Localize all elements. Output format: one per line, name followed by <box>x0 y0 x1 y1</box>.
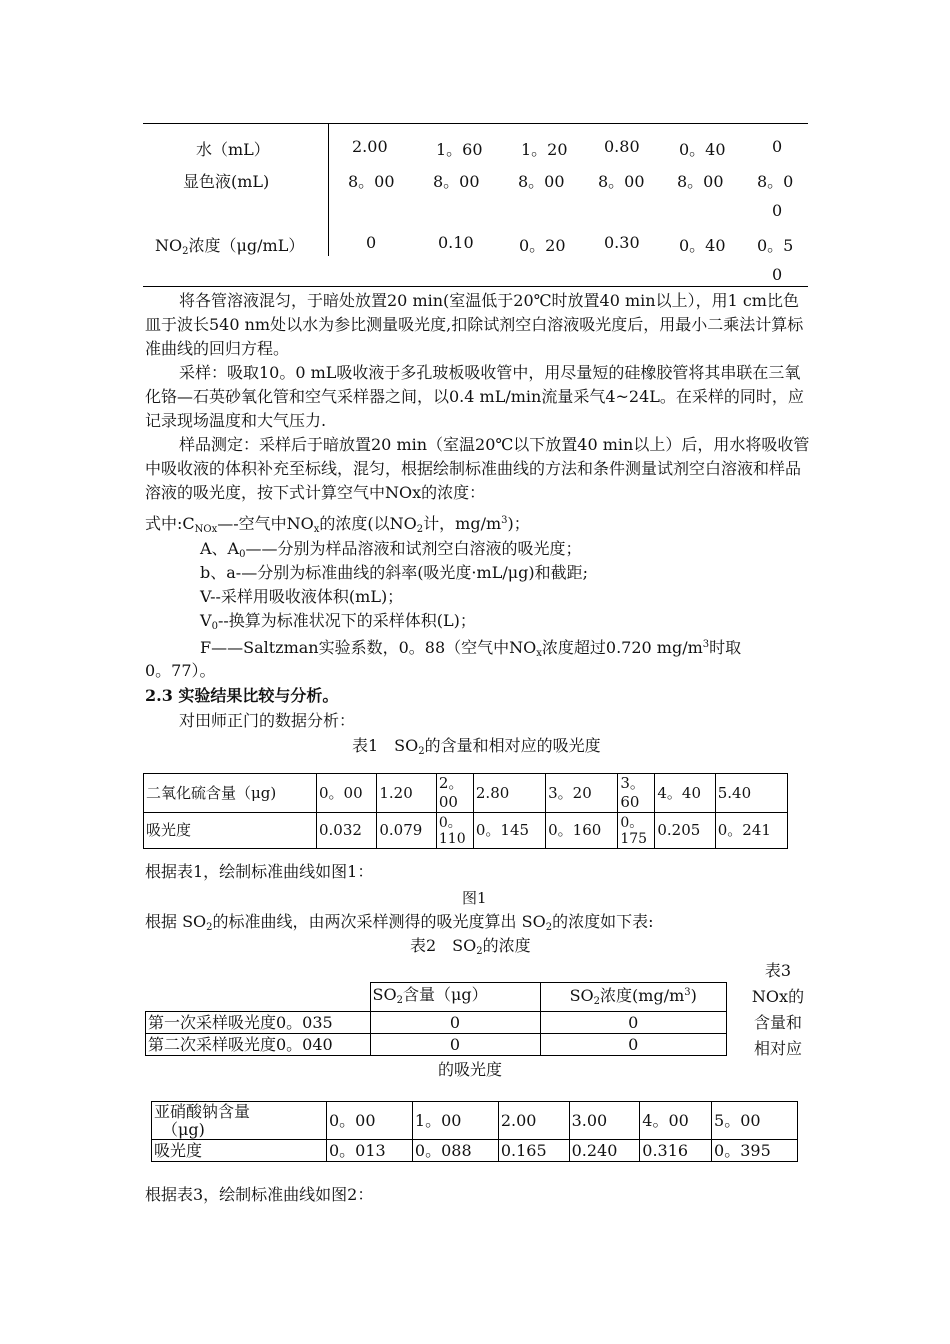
intro-text: 对田师正门的数据分析： <box>179 711 356 730</box>
table-cell: 第一次采样吸光度0。035 <box>146 1012 371 1034</box>
table-cell: 0。00 <box>317 774 377 813</box>
table-cell: 0。160 <box>546 813 618 849</box>
table-cell: 0。00 <box>327 1102 413 1140</box>
table2-intro: 根据 $SO_2$的标准曲线，由两次采样测得的吸光度算出 $SO_2$的浓度如下表: <box>145 912 654 933</box>
table-divider <box>328 123 329 256</box>
table-cell: $SO_2$浓度$(mg/m^3)$ <box>540 983 727 1012</box>
table-cell: 0。110 <box>436 813 473 849</box>
table-cell: 3。20 <box>546 774 618 813</box>
table-cell: 0。241 <box>715 813 787 849</box>
conc-value: 0.30 <box>604 233 640 252</box>
color-value: 8。00 <box>433 172 480 191</box>
table-cell: 2.80 <box>473 774 545 813</box>
table-cell: 吸光度 <box>152 1140 327 1162</box>
paragraph-mixing: 将各管溶液混匀，于暗处放置20 min(室温低于20℃时放置40 min以上），用1 cm比色皿于波长540 nm处以水为参比测量吸光度,扣除试剂空白溶液吸光度后，用最小二乘法计算标准曲线的回归方程。 <box>145 291 804 358</box>
caption-line: NOx的 <box>751 987 805 1006</box>
color-value: 8。00 <box>598 172 645 191</box>
so2-absorbance-table <box>143 773 788 849</box>
water-value: 0 <box>772 137 783 156</box>
table-cell: 3.00 <box>569 1102 640 1140</box>
table2-caption: 表2 $SO_2$的浓度 <box>410 936 531 957</box>
table-cell: 0 <box>540 1012 727 1034</box>
table-cell: 第二次采样吸光度0。040 <box>146 1034 371 1056</box>
conc-value-wrap: 0 <box>772 265 783 284</box>
table-cell: 2。00 <box>436 774 473 813</box>
nox-absorbance-table <box>151 1101 798 1162</box>
table-cell: 0。088 <box>412 1140 498 1162</box>
color-value-wrap: 0 <box>772 201 783 220</box>
paragraph-sampling: 采样：吸取10。0 mL吸收液于多孔玻板吸收管中，用尽量短的硅橡胶管将其串联在三氧化铬—石英砂氧化管和空气采样器之间，以0.4 mL/min流量采气4~24L。在采样的同时，应记录现场温度和大气压力. <box>145 363 804 430</box>
color-value: 8。00 <box>518 172 565 191</box>
caption-line: 含量和 <box>753 1013 802 1032</box>
table-cell: 0.240 <box>569 1140 640 1162</box>
conc-value: 0。20 <box>519 236 566 255</box>
caption-line: 相对应 <box>753 1039 802 1058</box>
table-cell: 0。395 <box>712 1140 798 1162</box>
color-value: 8。00 <box>348 172 395 191</box>
table-cell: 0.032 <box>317 813 377 849</box>
water-value: 0。40 <box>679 140 726 159</box>
formula-line: A、$A_0——$分别为样品溶液和试剂空白溶液的吸光度； <box>200 539 582 560</box>
table1-caption: 表1 $SO_2$的含量和相对应的吸光度 <box>352 736 601 757</box>
section-heading: 2.3 实验结果比较与分析。 <box>145 686 339 705</box>
table-cell: 0.165 <box>498 1140 569 1162</box>
formula-line: $V_0--$换算为标准状况下的采样体积(L)； <box>200 611 476 632</box>
formula-line: b、a-—分别为标准曲线的斜率(吸光度·mL/μg)和截距; <box>200 563 588 582</box>
table-cell: 0。145 <box>473 813 545 849</box>
water-label: 水（mL） <box>196 140 270 159</box>
paragraph-measurement: 样品测定：采样后于暗放置20 min（室温20℃以下放置40 min以上）后，用水将吸收管中吸收液的体积补充至标线，混匀，根据绘制标准曲线的方法和条件测量试剂空白溶液和样品溶液的吸光度，按下式计算空气中NOx的浓度： <box>145 435 810 502</box>
table-cell <box>152 1102 327 1140</box>
conc-label: $NO_2$浓度（μg/mL） <box>155 236 305 257</box>
so2-concentration-table <box>145 982 727 1056</box>
table-bottom-rule <box>143 286 808 287</box>
table-cell: 0.316 <box>640 1140 712 1162</box>
table-cell <box>146 983 371 1012</box>
caption-line: 表3 <box>764 961 792 980</box>
formula-line: 式中$:C_{NOx}—-$空气中$NO_x$的浓度(以$NO_2$计，$mg/m^3$)； <box>145 514 530 535</box>
table3-caption-tail: 的吸光度 <box>438 1060 503 1079</box>
table-cell: 1。00 <box>412 1102 498 1140</box>
water-value: 1。60 <box>436 140 483 159</box>
table-cell: 1.20 <box>377 774 437 813</box>
table-top-rule <box>143 123 808 124</box>
table-cell: 4。00 <box>640 1102 712 1140</box>
table3-caption <box>747 958 809 1062</box>
conc-value: 0。5 <box>757 236 794 255</box>
cell-line: （μg) <box>162 1119 205 1139</box>
table-cell: 0 <box>540 1034 727 1056</box>
water-value: 1。20 <box>521 140 568 159</box>
conc-value: 0。40 <box>679 236 726 255</box>
color-value: 8。0 <box>757 172 794 191</box>
table-cell: 0.205 <box>655 813 715 849</box>
after-table1-text: 根据表1，绘制标准曲线如图1： <box>145 862 374 881</box>
color-value: 8。00 <box>677 172 724 191</box>
water-value: 2.00 <box>352 137 388 156</box>
table-cell: 吸光度 <box>144 813 317 849</box>
formula-line: F——Saltzman实验系数，0。88（空气中$NO_x$浓度超过0.720 $mg/m^3$时取 <box>200 638 742 659</box>
formula-line: 0。77）。 <box>145 661 216 680</box>
color-label: 显色液(mL) <box>183 172 270 191</box>
table-cell: 3。60 <box>618 774 655 813</box>
table-cell: 0。013 <box>327 1140 413 1162</box>
table-cell: 0。175 <box>618 813 655 849</box>
water-value: 0.80 <box>604 137 640 156</box>
table-cell: 5.40 <box>715 774 787 813</box>
table-cell: 5。00 <box>712 1102 798 1140</box>
table-cell: 0 <box>370 1012 540 1034</box>
table-cell: 0.079 <box>377 813 437 849</box>
conc-value: 0 <box>366 233 377 252</box>
table-cell: 2.00 <box>498 1102 569 1140</box>
table-cell: 二氧化硫含量（μg) <box>144 774 317 813</box>
after-table3-text: 根据表3，绘制标准曲线如图2： <box>145 1185 374 1204</box>
formula-line: V--采样用吸收液体积(mL)； <box>200 587 404 606</box>
table-cell: 0 <box>370 1034 540 1056</box>
table-cell: $SO_2$含量（μg） <box>370 983 540 1012</box>
figure1-caption: 图1 <box>462 889 487 907</box>
table-cell: 4。40 <box>655 774 715 813</box>
conc-value: 0.10 <box>438 233 474 252</box>
cell-line: 亚硝酸钠含量 <box>154 1101 251 1121</box>
